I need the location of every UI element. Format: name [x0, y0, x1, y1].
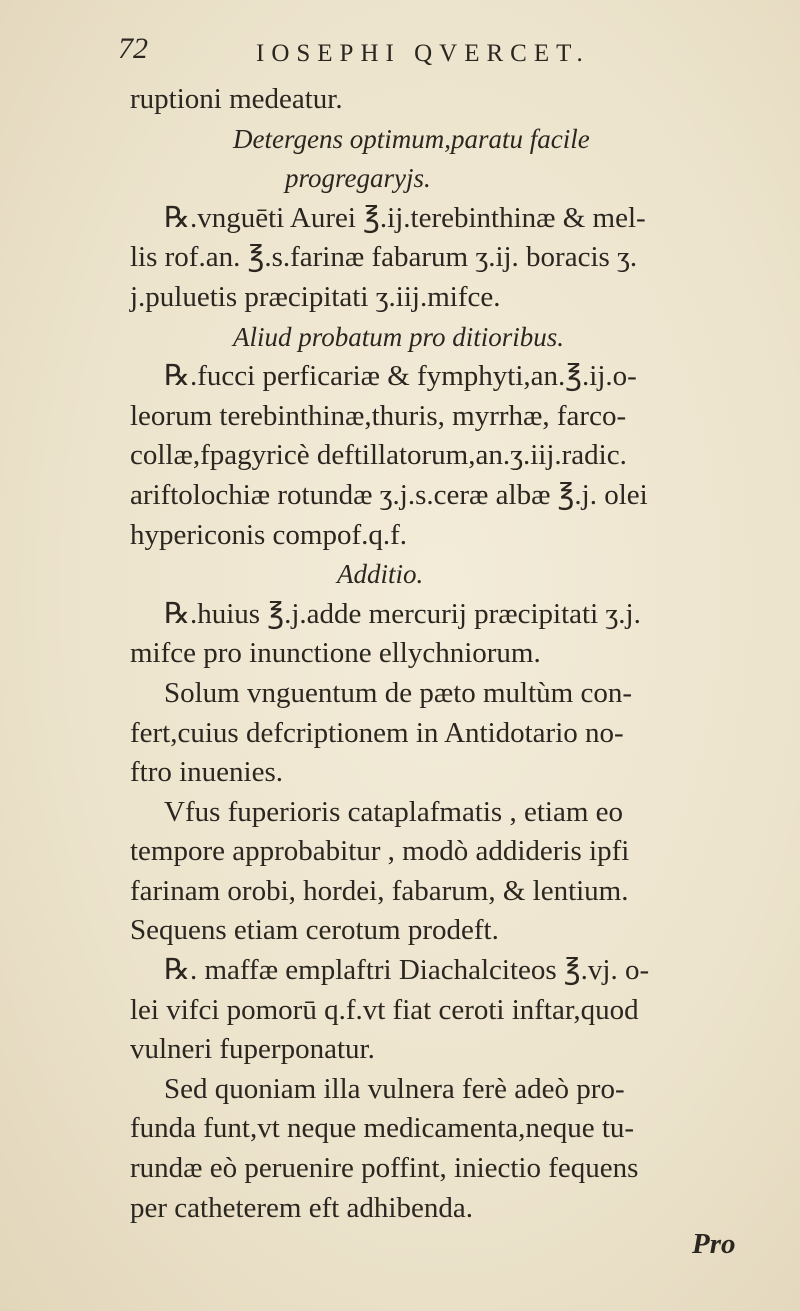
page-number: 72	[118, 32, 148, 65]
text-line: mifce pro inunctione ellychniorum.	[130, 637, 541, 670]
text-line: lis rof.an. ℥.s.farinæ fabarum ʒ.ij. boracis ʒ.	[130, 241, 638, 274]
paragraph-start: Sed quoniam illa vulnera ferè adeò pro-	[164, 1072, 625, 1105]
running-head: IOSEPHI QVERCET.	[256, 40, 590, 67]
paragraph-start: Solum vnguentum de pæto multùm con-	[164, 676, 633, 709]
text-line: leorum terebinthinæ,thuris, myrrhæ, farco-	[130, 399, 627, 432]
text-line: hypericonis compof.q.f.	[130, 518, 408, 551]
text-line: collæ,fpagyricè deftillatorum,an.ʒ.iij.radic.	[130, 439, 627, 472]
text-line: funda funt,vt neque medicamenta,neque tu-	[130, 1112, 635, 1145]
paragraph-start: Vfus fuperioris cataplafmatis , etiam eo	[164, 795, 624, 828]
recipe-line: ℞.fucci perficariæ & fymphyti,an.℥.ij.o-	[164, 360, 637, 393]
section-heading: Additio.	[337, 559, 424, 590]
text-line: fert,cuius defcriptionem in Antidotario no-	[130, 716, 624, 749]
text-line: rundæ eò peruenire poffint, iniectio fequens	[130, 1152, 639, 1185]
recipe-line: ℞.vnguēti Aurei ℥.ij.terebinthinæ & mel-	[164, 201, 646, 234]
text-line: vulneri fuperponatur.	[130, 1033, 375, 1066]
text-line: farinam orobi, hordei, fabarum, & lentium.	[130, 874, 629, 907]
section-heading-continued: progregaryjs.	[285, 163, 431, 194]
section-heading: Aliud probatum pro ditioribus.	[233, 321, 565, 352]
body-text	[130, 80, 770, 1228]
section-heading: Detergens optimum,paratu facile	[233, 123, 590, 154]
text-line: ruptioni medeatur.	[130, 83, 343, 115]
catchword: Pro	[692, 1228, 736, 1260]
page-header	[118, 28, 698, 72]
text-line: per catheterem eft adhibenda.	[130, 1191, 473, 1224]
text-line: lei vifci pomorū q.f.vt fiat ceroti inftar,quod	[130, 993, 639, 1026]
text-line: ariftolochiæ rotundæ ʒ.j.s.ceræ albæ ℥.j. olei	[130, 478, 648, 511]
text-line: tempore approbabitur , modò addideris ipfi	[130, 835, 630, 868]
text-line: ftro inuenies.	[130, 756, 284, 789]
text-line: Sequens etiam cerotum prodeft.	[130, 914, 499, 947]
text-line: j.puluetis præcipitati ʒ.iij.mifce.	[130, 280, 501, 313]
recipe-line: ℞.huius ℥.j.adde mercurij præcipitati ʒ.j.	[164, 597, 641, 630]
recipe-line: ℞. maffæ emplaftri Diachalciteos ℥.vj. o-	[164, 954, 650, 987]
